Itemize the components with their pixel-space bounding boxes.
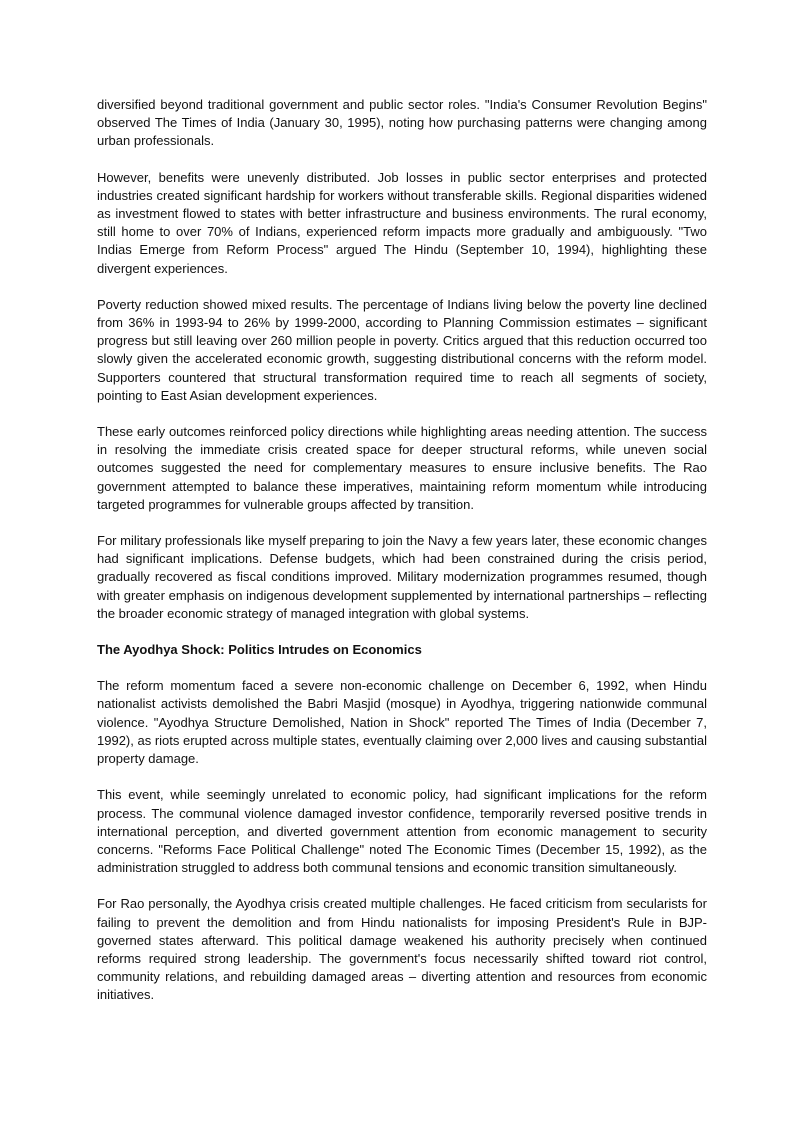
paragraph: For Rao personally, the Ayodhya crisis created multiple challenges. He faced criticism from secularists for failing to prevent the demolition and from Hindu nationalists for imposing President's Rule in BJP-governed states afterward. This political damage weakened his authority precisely when continued reforms required strong leadership. The government's focus necessarily shifted toward riot control, community relations, and rebuilding damaged areas – diverting attention and resources from economic initiatives. <box>97 896 707 1003</box>
document-page <box>97 96 707 1023</box>
paragraph: These early outcomes reinforced policy directions while highlighting areas needing attention. The success in resolving the immediate crisis created space for deeper structural reforms, while uneven social outcomes suggested the need for complementary measures to ensure inclusive benefits. The Rao government attempted to balance these imperatives, maintaining reform momentum while introducing targeted programmes for vulnerable groups affected by transition. <box>97 424 707 512</box>
paragraph: However, benefits were unevenly distributed. Job losses in public sector enterprises and protected industries created significant hardship for workers without transferable skills. Regional disparities widened as investment flowed to states with better infrastructure and business environments. The rural economy, still home to over 70% of Indians, experienced reform impacts more gradually and ambiguously. "Two Indias Emerge from Reform Process" argued The Hindu (September 10, 1994), highlighting these divergent experiences. <box>97 169 707 276</box>
paragraph: This event, while seemingly unrelated to economic policy, had significant implications for the reform process. The communal violence damaged investor confidence, temporarily reversed positive trends in international perception, and diverted government attention from economic management to security concerns. "Reforms Face Political Challenge" noted The Economic Times (December 15, 1992), as the administration struggled to address both communal tensions and economic transition simultaneously. <box>97 787 707 876</box>
paragraph: The reform momentum faced a severe non-economic challenge on December 6, 1992, when Hindu nationalist activists demolished the Babri Masjid (mosque) in Ayodhya, triggering nationwide communal violence. "Ayodhya Structure Demolished, Nation in Shock" reported The Times of India (December 7, 1992), as riots erupted across multiple states, eventually claiming over 2,000 lives and causing substantial property damage. <box>97 678 707 767</box>
paragraph: Poverty reduction showed mixed results. The percentage of Indians living below the poverty line declined from 36% in 1993-94 to 26% by 1999-2000, according to Planning Commission estimates – significant progress but still leaving over 260 million people in poverty. Critics argued that this reduction occurred too slowly given the accelerated economic growth, suggesting distributional concerns with the reform model. Supporters countered that structural transformation required time to reach all segments of society, pointing to East Asian development experiences. <box>97 296 707 403</box>
paragraph: diversified beyond traditional government and public sector roles. "India's Consumer Revolution Begins" observed The Times of India (January 30, 1995), noting how purchasing patterns were changing among urban professionals. <box>97 97 707 149</box>
paragraph: For military professionals like myself preparing to join the Navy a few years later, these economic changes had significant implications. Defense budgets, which had been constrained during the crisis period, gradually recovered as fiscal conditions improved. Military modernization programmes resumed, though with greater emphasis on indigenous development supplemented by international partnerships – reflecting the broader economic strategy of managed integration with global systems. <box>97 533 707 621</box>
section-heading: The Ayodhya Shock: Politics Intrudes on Economics <box>97 642 422 658</box>
